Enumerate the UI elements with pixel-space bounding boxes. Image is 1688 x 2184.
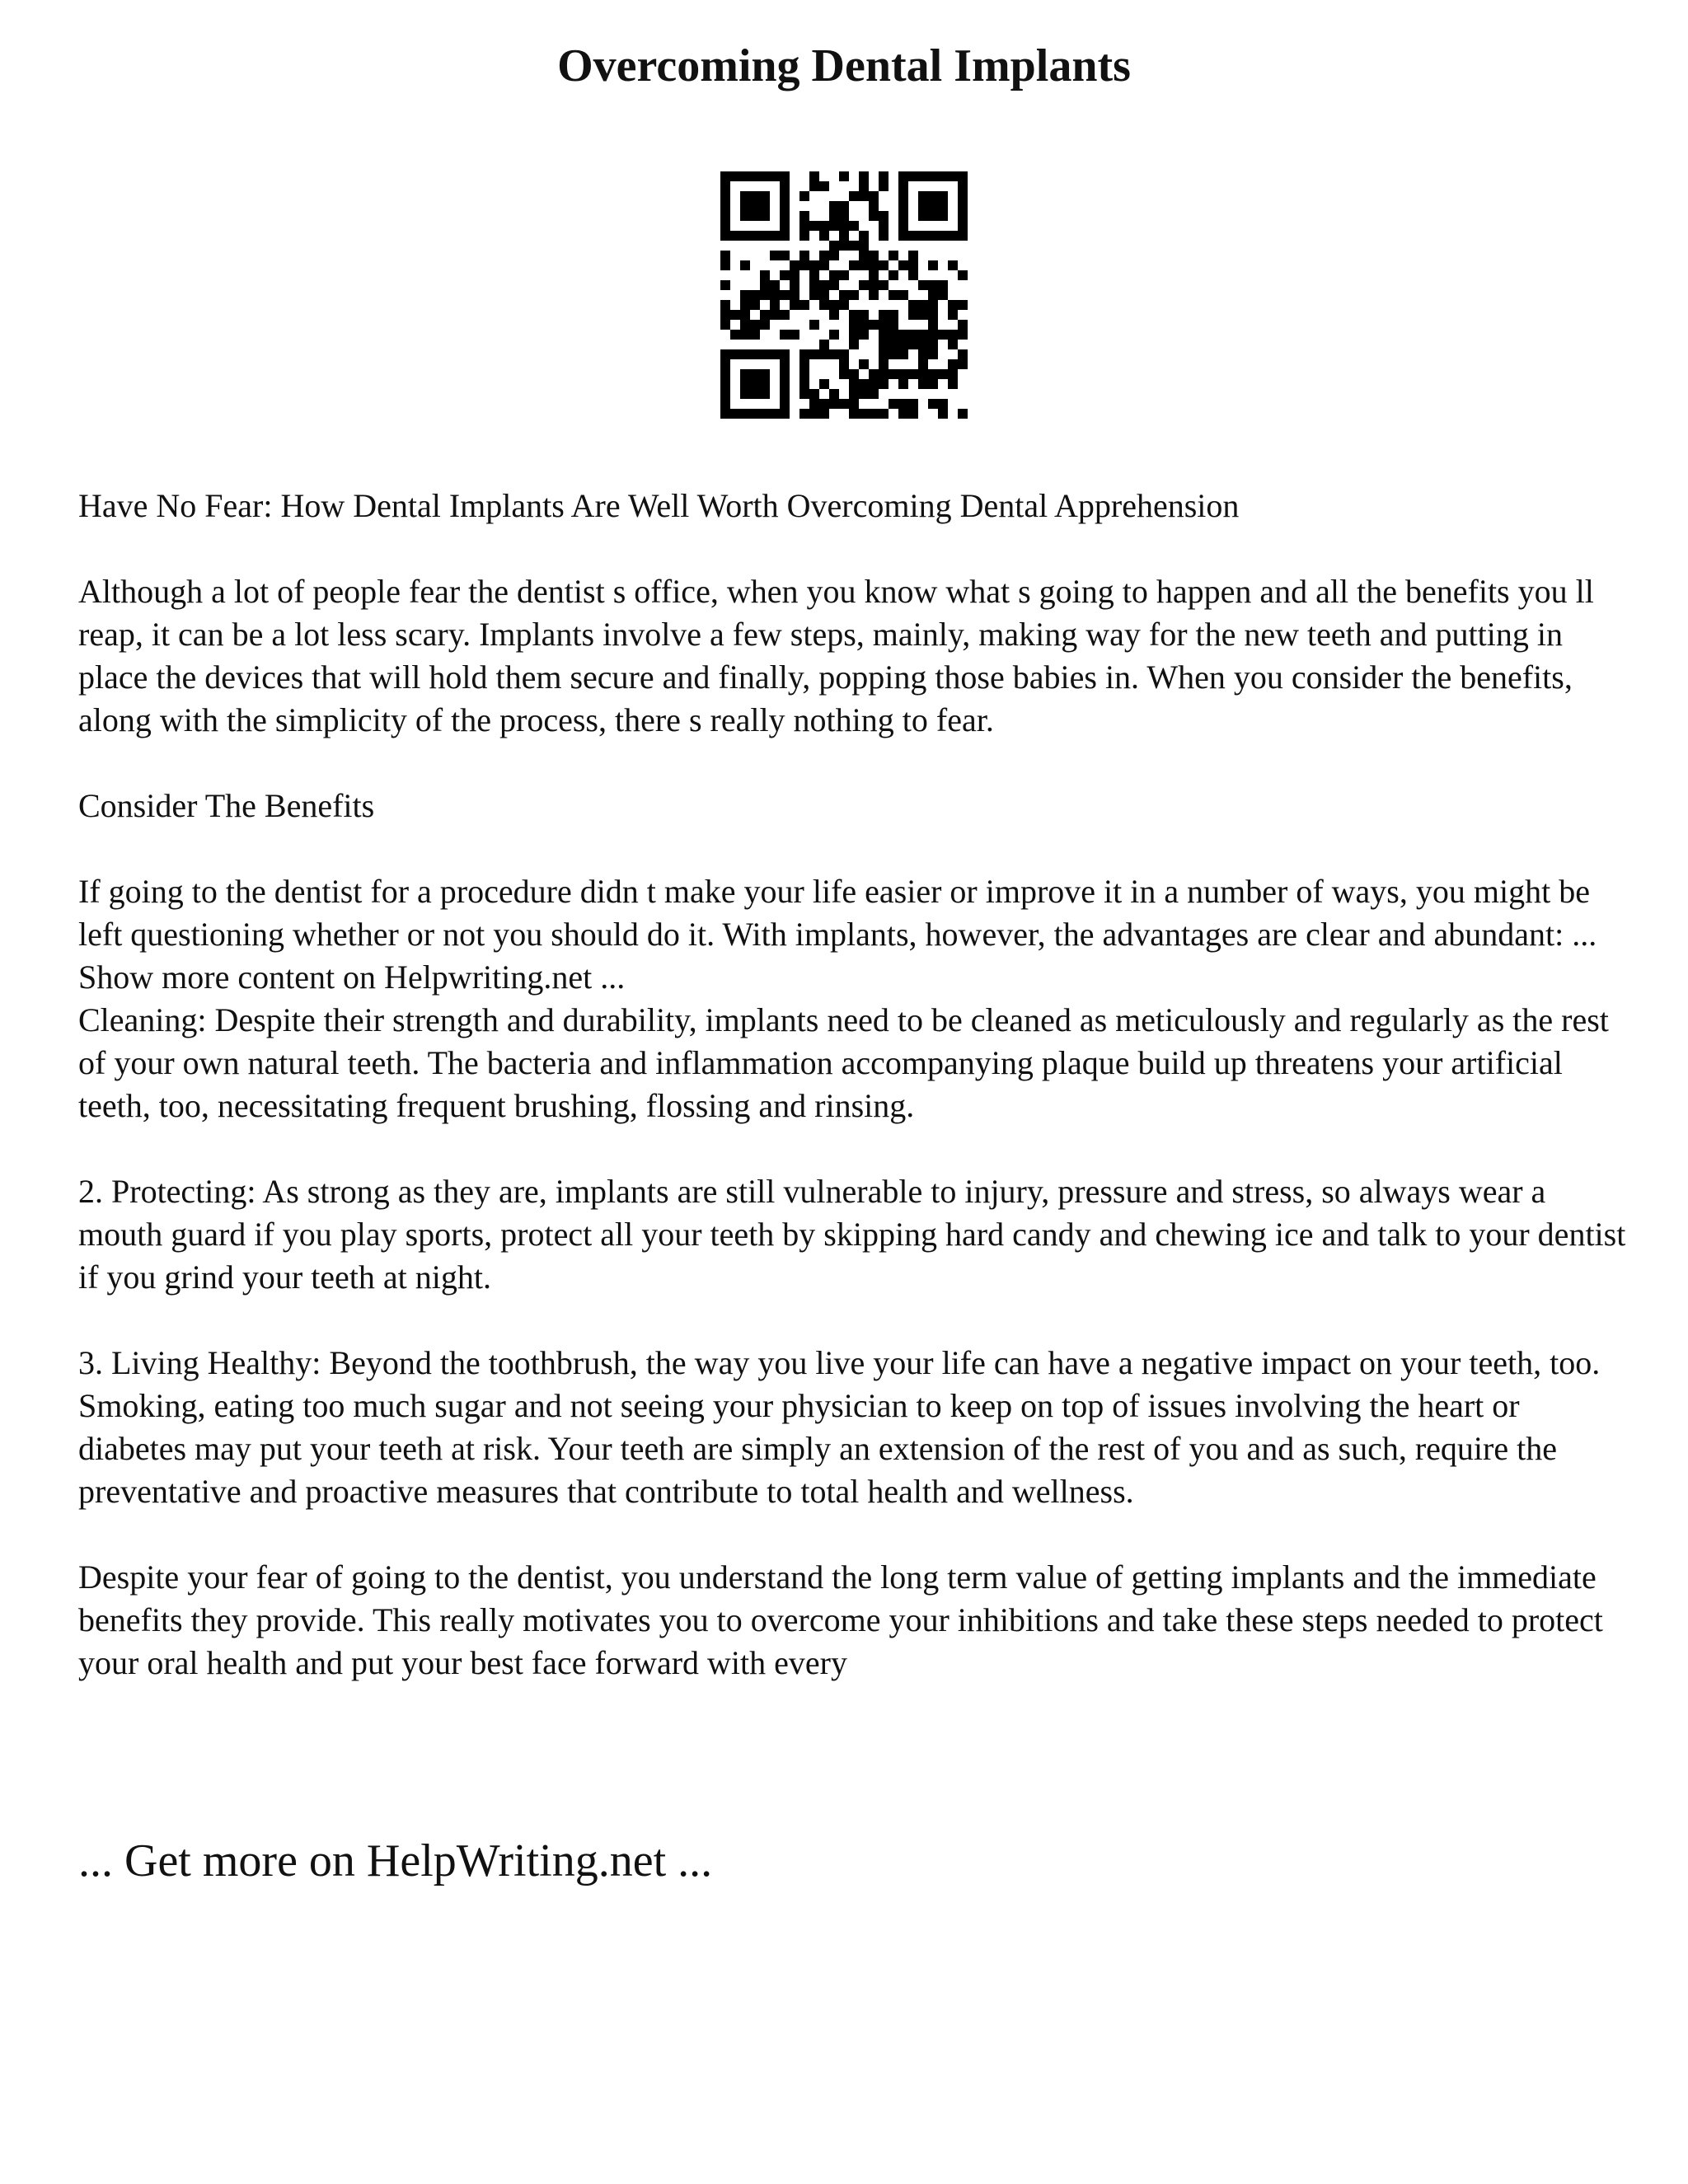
paragraph-conclusion: Despite your fear of going to the dentist, you understand the long term value of getting implants and the immediate benefits they provide. This really motivates you to overcome your inhibitions and take these steps needed to protect your oral health and put your best face forward with every [78,1558,1603,1681]
paragraph-subtitle: Have No Fear: How Dental Implants Are Well Worth Overcoming Dental Apprehension [78,487,1240,524]
document-body [78,485,1628,1727]
document-title: Overcoming Dental Implants [557,40,1131,91]
paragraph-intro: Although a lot of people fear the dentist s office, when you know what s going to happen and all the benefits you ll reap, it can be a lot less scary. Implants involve a few steps, mainly, making way for the new teeth and putting in place the devices that will hold them secure and finally, popping those babies in. When you consider the benefits, along with the simplicity of the process, there s really nothing to fear. [78,573,1594,738]
paragraph-protecting: 2. Protecting: As strong as they are, implants are still vulnerable to injury, pressure and stress, so always wear a mouth guard if you play sports, protect all your teeth by skipping hard candy and chewing ice and talk to your dentist if you grind your teeth at night. [78,1173,1626,1296]
paragraph-benefits: If going to the dentist for a procedure didn t make your life easier or improve it in a number of ways, you might be left questioning whether or not you should do it. With implants, however, the advantages are clear and abundant: ... Show more content on Helpwriting.net ... [78,873,1597,996]
qr-code-graphic [720,171,968,419]
qr-code [720,171,968,419]
paragraph-cleaning: Cleaning: Despite their strength and durability, implants need to be cleaned as meticulously and regularly as the rest of your own natural teeth. The bacteria and inflammation accompanying plaque build up threatens your artificial teeth, too, necessitating frequent brushing, flossing and rinsing. [78,1001,1609,1124]
paragraph-living-healthy: 3. Living Healthy: Beyond the toothbrush, the way you live your life can have a negative impact on your teeth, too. Smoking, eating too much sugar and not seeing your physician to keep on top of issues involving the heart or diabetes may put your teeth at risk. Your teeth are simply an extension of the rest of you and as such, require the preventative and proactive measures that contribute to total health and wellness. [78,1344,1601,1510]
get-more-link[interactable]: ... Get more on HelpWriting.net ... [78,1835,713,1886]
paragraph-heading-benefits: Consider The Benefits [78,787,375,824]
